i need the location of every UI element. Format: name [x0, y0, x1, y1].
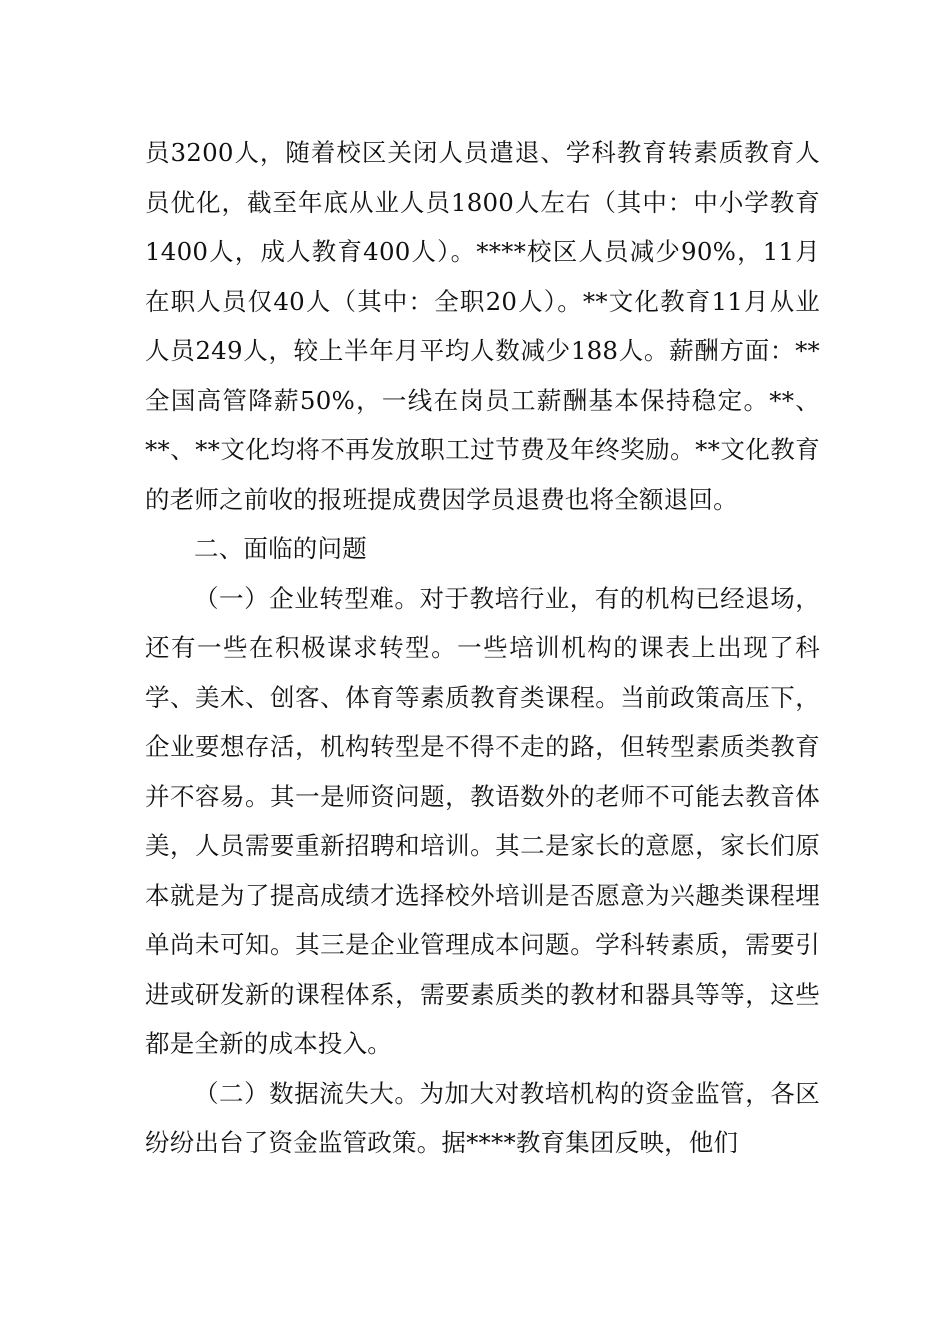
- section-heading-problems: 二、面临的问题: [194, 534, 367, 563]
- document-body: [145, 128, 820, 1168]
- paragraph-staffing-and-salary: 员3200人，随着校区关闭人员遣退、学科教育转素质教育人员优化，截至年底从业人员1800人左右（其中：中小学教育1400人，成人教育400人）。****校区人员减少90%，11月在职人员仅40人（其中：全职20人）。**文化教育11月从业人员249人，较上半年月平均人数减少188人。薪酬方面：**全国高管降薪50%，一线在岗员工薪酬基本保持稳定。**、**、**文化均将不再发放职工过节费及年终奖励。**文化教育的老师之前收的报班提成费因学员退费也将全额退回。: [145, 138, 820, 514]
- paragraph-data-loss: （二）数据流失大。为加大对教培机构的资金监管，各区纷纷出台了资金监管政策。据****教育集团反映，他们: [145, 1078, 820, 1157]
- paragraph-transformation-difficulty: （一）企业转型难。对于教培行业，有的机构已经退场，还有一些在积极谋求转型。一些培训机构的课表上出现了科学、美术、创客、体育等素质教育类课程。当前政策高压下，企业要想存活，机构转型是不得不走的路，但转型素质类教育并不容易。其一是师资问题，教语数外的老师不可能去教音体美，人员需要重新招聘和培训。其二是家长的意愿，家长们原本就是为了提高成绩才选择校外培训是否愿意为兴趣类课程埋单尚未可知。其三是企业管理成本问题。学科转素质，需要引进或研发新的课程体系，需要素质类的教材和器具等等，这些都是全新的成本投入。: [145, 583, 820, 1058]
